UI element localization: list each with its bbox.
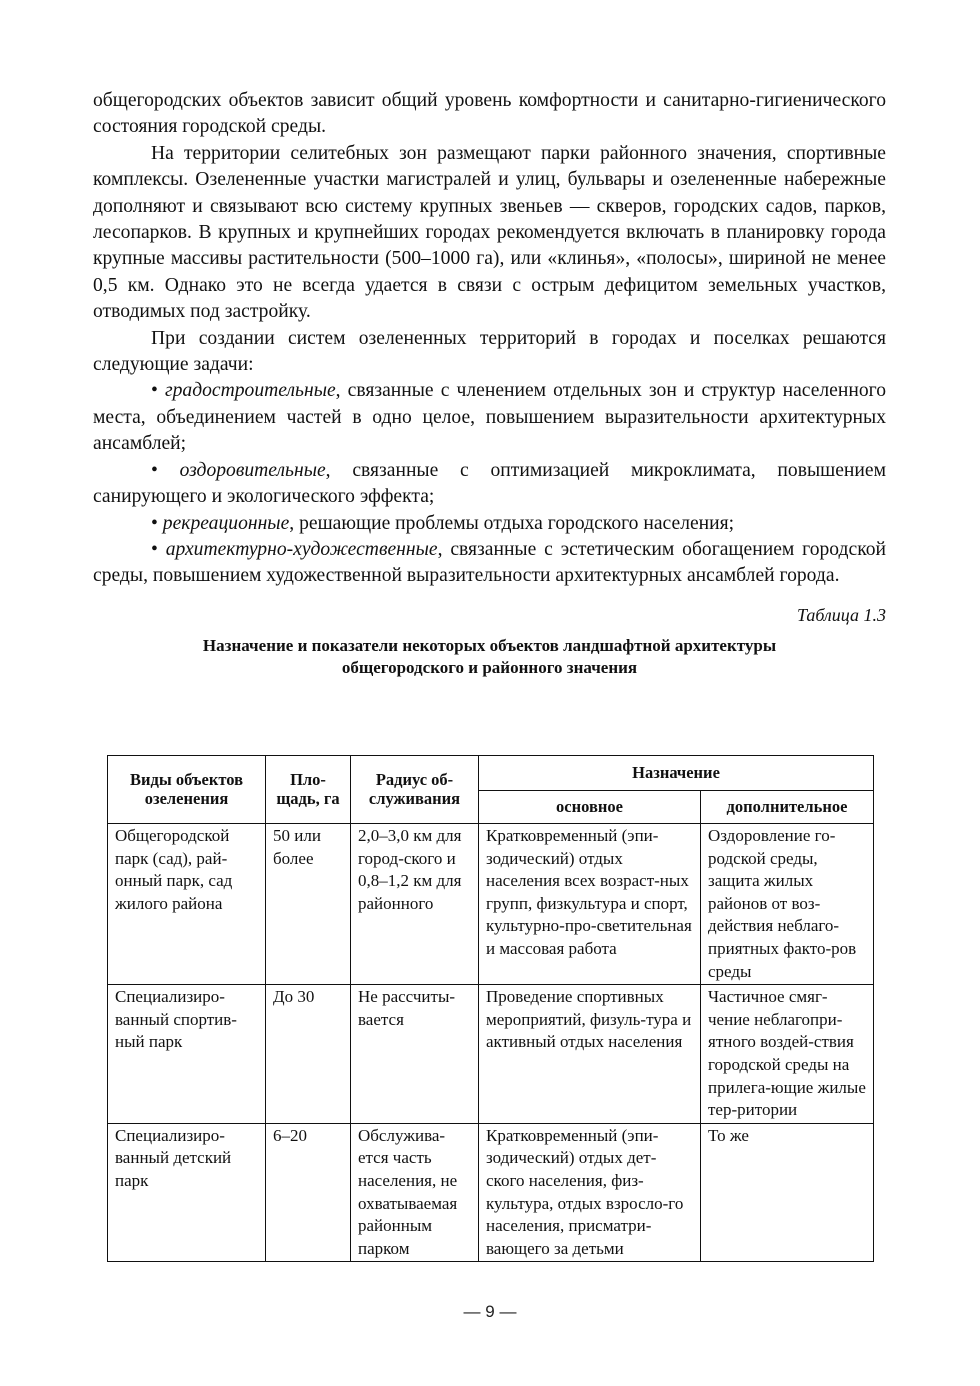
bullet-icon: • — [151, 512, 158, 534]
table-number: Таблица 1.3 — [796, 604, 886, 625]
header-area: Пло-щадь, га — [266, 756, 351, 824]
cell-main: Проведение спортивных мероприятий, физуль-тура и активный отдых населения — [479, 985, 701, 1124]
cell-additional: То же — [701, 1123, 874, 1262]
header-radius: Радиус об-служивания — [351, 756, 479, 824]
cell-type: Общегородской парк (сад), рай-онный парк, сад жилого района — [108, 824, 266, 985]
cell-additional: Оздоровление го-родской среды, защита жилых районов от воз-действия неблаго-приятных факто-ров среды — [701, 824, 874, 985]
cell-main: Кратковременный (эпи-зодический) отдых населения всех возраст-ных групп, физкультура и спорт, культурно-про-светительная и массовая работа — [479, 824, 701, 985]
bullet-icon: • — [151, 459, 158, 481]
bullet-term: рекреационные — [162, 512, 290, 534]
bullet-item — [93, 511, 886, 537]
paragraph-1: общегородских объектов зависит общий уровень комфортности и санитарно-гигиенического состояния городской среды. — [93, 90, 886, 138]
bullet-icon: • — [151, 380, 158, 402]
bullet-item — [93, 378, 886, 457]
bullet-item — [93, 458, 886, 511]
table-caption-line: Назначение и показатели некоторых объектов ландшафтной архитектуры — [202, 635, 777, 655]
cell-area: 6–20 — [266, 1123, 351, 1262]
header-main: основное — [479, 791, 701, 824]
cell-radius: Не рассчиты-вается — [351, 985, 479, 1124]
bullet-icon: • — [151, 538, 158, 560]
header-type: Виды объектов озеленения — [108, 756, 266, 824]
cell-radius: 2,0–3,0 км для город-ского и 0,8–1,2 км для районного — [351, 824, 479, 985]
paragraph-2: На территории селитебных зон размещают парки районного значения, спортивные комплексы. Озелененные участки магистралей и улиц, бульвары и озелененные набережные дополняют и связывают всю систему крупных звеньев — скверов, городских садов, парков, лесопарков. В крупных и крупнейших городах рекомендуется включать в планировку города крупные массивы растительности (500–1000 га), или «клинья», «полосы», шириной не менее 0,5 км. Однако это не всегда удается в связи с острым дефицитом земельных участков, отводимых под застройку. — [93, 142, 886, 323]
table-row — [108, 1123, 874, 1262]
cell-area: До 30 — [266, 985, 351, 1124]
bullet-term: градостроительные — [164, 380, 336, 402]
landscape-objects-table — [107, 755, 874, 1262]
cell-additional: Частичное смяг-чение неблагопри-ятного воздей-ствия городской среды на прилега-ющие жилые тер-ритории — [701, 985, 874, 1124]
paragraph-3: При создании систем озелененных территорий в городах и поселках решаются следующие задачи: — [93, 327, 886, 376]
bullet-text: , связанные с эстетическим обогащением городской среды, повышением художественной выразительности архитектурных ансамблей города. — [93, 538, 887, 587]
bullet-text: , связанные с оптимизацией микроклимата, повышением санирующего и экологического эффекта; — [93, 459, 886, 508]
cell-main: Кратковременный (эпи-зодический) отдых дет-ского населения, физ-культура, отдых взросло-го населения, присматри-вающего за детьми — [479, 1123, 701, 1262]
bullet-item — [93, 537, 886, 590]
header-purpose: Назначение — [479, 756, 874, 791]
page-number: — 9 — — [463, 1302, 517, 1321]
page-body — [93, 88, 886, 688]
table-caption-line: общегородского и районного значения — [341, 657, 638, 677]
cell-radius: Обслужива-ется часть населения, не охватываемая районным парком — [351, 1123, 479, 1262]
cell-type: Специализиро-ванный детский парк — [108, 1123, 266, 1262]
cell-area: 50 или более — [266, 824, 351, 985]
table-caption — [93, 635, 886, 679]
table-row — [108, 824, 874, 985]
bullet-term: архитектурно-художественные — [165, 538, 438, 560]
bullet-text: , связанные с членением отдельных зон и структур населенного места, объединением частей в одно целое, повышением выразительности архитектурных ансамблей; — [93, 380, 886, 455]
cell-type: Специализиро-ванный спортив-ный парк — [108, 985, 266, 1124]
table-row — [108, 985, 874, 1124]
header-additional: дополнительное — [701, 791, 874, 824]
table-header-row — [108, 756, 874, 791]
bullet-text: , решающие проблемы отдыха городского населения; — [289, 512, 735, 534]
bullet-term: оздоровительные — [179, 459, 326, 481]
